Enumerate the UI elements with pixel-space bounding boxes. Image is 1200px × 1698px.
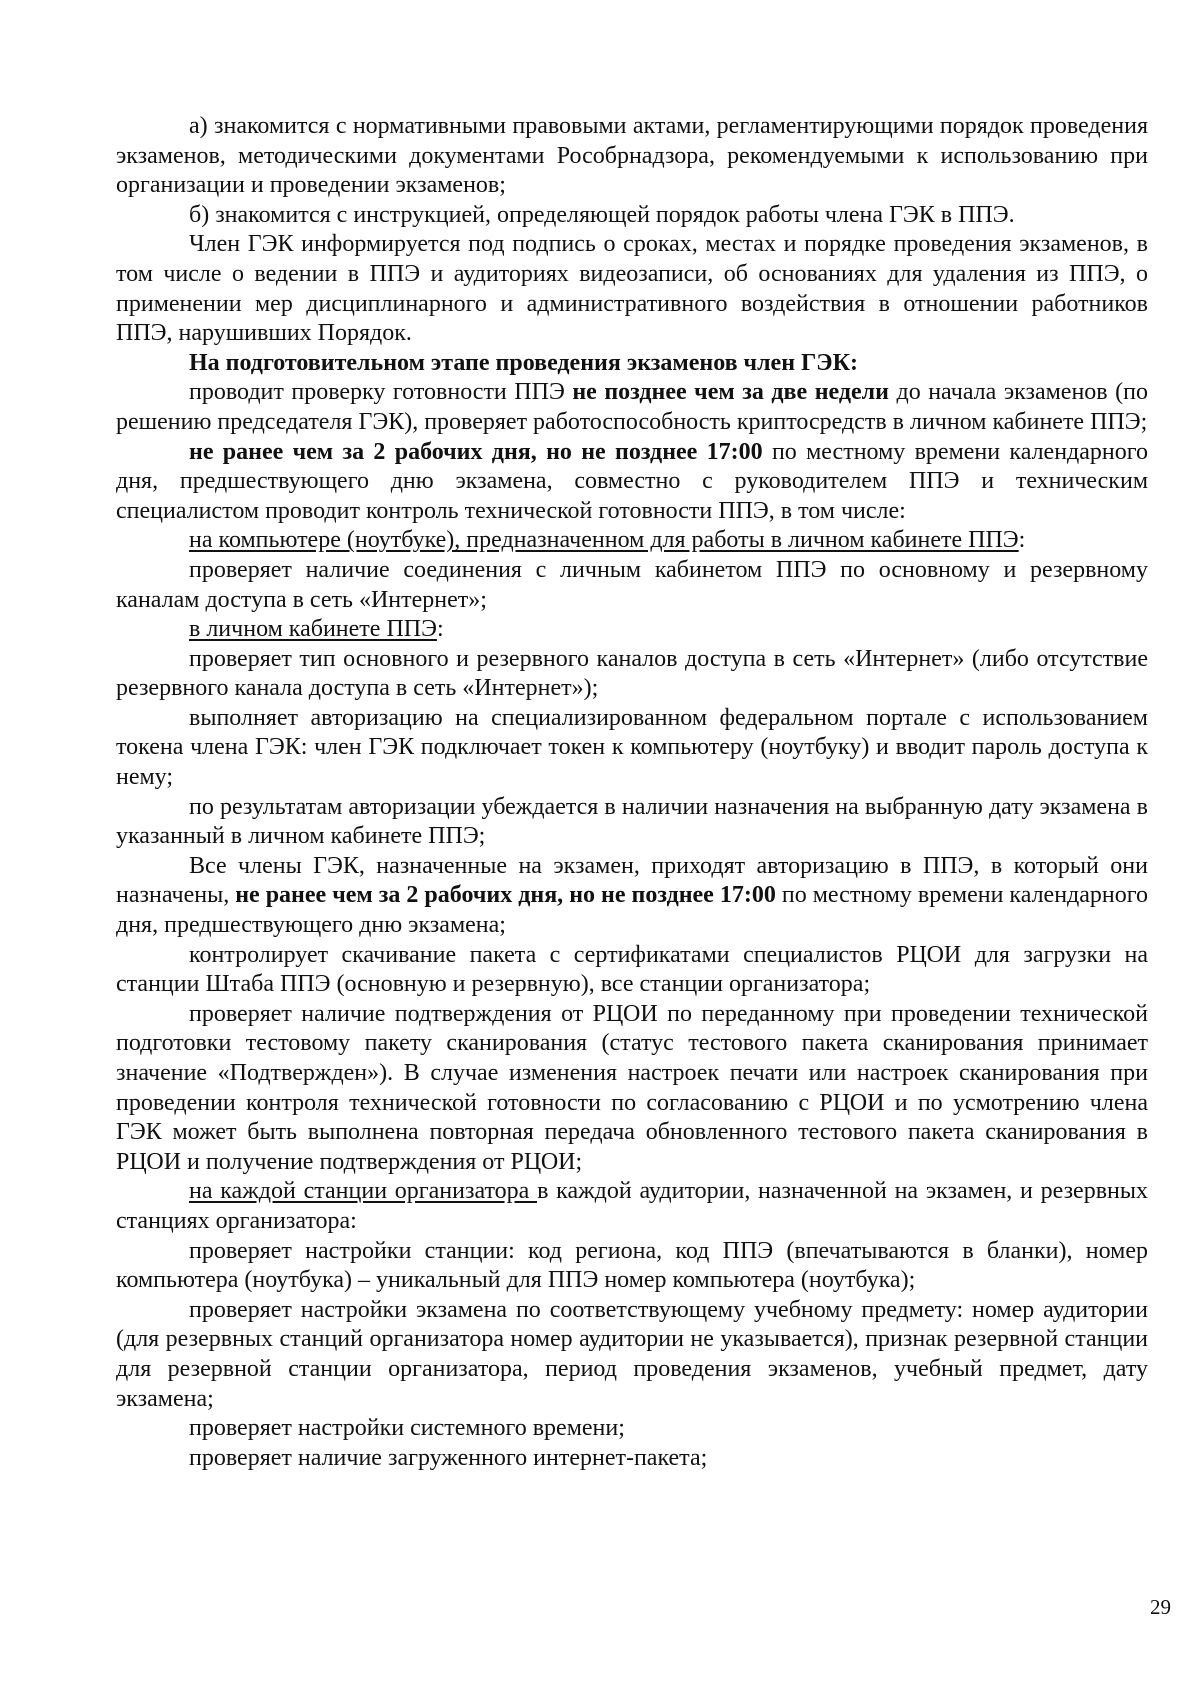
text-run: : (1018, 527, 1026, 554)
text-run: проводит проверку готовности ППЭ (189, 379, 573, 406)
paragraph-item-a (116, 112, 1148, 201)
page-number: 29 (1150, 1595, 1171, 1619)
text-run: до начала экзаменов (по решению председателя ГЭК), проверяет работоспособность криптосредств в личном кабинете ППЭ; (116, 379, 1148, 435)
text-run: по результатам авторизации убеждается в наличии назначения на выбранную дату экзамена в указанный в личном кабинете ППЭ; (116, 793, 1148, 850)
text-run: а) знакомится с нормативными правовыми актами, регламентирующими порядок проведения экзаменов, методическими документами Рособрнадзора, рекомендуемыми к использованию при организации и проведении экзаменов; (116, 113, 1148, 199)
text-run: б) знакомится с инструкцией, определяющей порядок работы члена ГЭК в ППЭ. (189, 201, 1015, 228)
text-run: : (436, 616, 444, 643)
paragraph-each-station (116, 1177, 1148, 1236)
page-body (116, 112, 1148, 1473)
bold-text-run: не ранее чем за 2 рабочих дня, но не позднее 17:00 (189, 438, 763, 465)
subheading-personal-cabinet (116, 615, 1148, 645)
paragraph-assignment-check (116, 793, 1148, 852)
paragraph-scan-confirmation (116, 1000, 1148, 1178)
paragraph-authorization (116, 704, 1148, 793)
text-run: контролирует скачивание пакета с сертификатами специалистов РЦОИ для загрузки на станции Штаба ППЭ (основную и резервную), все станции организатора; (116, 941, 1148, 998)
paragraph-connection-check (116, 556, 1148, 615)
paragraph-technical-readiness (116, 438, 1148, 527)
bold-text-run: не ранее чем за 2 рабочих дня, но не позднее 17:00 (235, 882, 776, 909)
paragraph-item-b (116, 201, 1148, 231)
paragraph-station-settings (116, 1237, 1148, 1296)
text-run: Все члены ГЭК, назначенные на экзамен, приходят авторизацию в ППЭ, в который они назначены, (116, 852, 1148, 909)
paragraph-system-time (116, 1414, 1148, 1444)
paragraph-gek-informed (116, 230, 1148, 348)
paragraph-readiness-check (116, 378, 1148, 437)
text-run: выполняет авторизацию на специализированном федеральном портале с использованием токена члена ГЭК: член ГЭК подключает токен к компьютеру (ноутбуку) и вводит пароль доступа к нему; (116, 704, 1148, 791)
text-run: проверяет тип основного и резервного каналов доступа в сеть «Интернет» (либо отсутствие резервного канала доступа в сеть «Интернет»); (116, 645, 1148, 702)
text-run: проверяет настройки экзамена по соответствующему учебному предмету: номер аудитории (для резервных станций организатора номер аудитории не указывается), признак резервной станции для резервной станции организатора, период проведения экзаменов, учебный предмет, дату экзамена; (116, 1296, 1148, 1412)
text-run: проверяет наличие соединения с личным кабинетом ППЭ по основному и резервному каналам доступа в сеть «Интернет»; (116, 556, 1148, 613)
underlined-text-run: на каждой станции организатора (189, 1178, 538, 1205)
paragraph-exam-settings (116, 1296, 1148, 1414)
text-run: проверяет настройки системного времени; (189, 1415, 625, 1442)
paragraph-internet-package (116, 1444, 1148, 1474)
text-run: проверяет наличие загруженного интернет-пакета; (189, 1444, 708, 1471)
subheading-computer (116, 526, 1148, 556)
text-run: проверяет настройки станции: код региона, код ППЭ (впечатываются в бланки), номер компьютера (ноутбука) – уникальный для ППЭ номер компьютера (ноутбука); (116, 1237, 1148, 1294)
text-run: Член ГЭК информируется под подпись о сроках, местах и порядке проведения экзаменов, в том числе о ведении в ППЭ и аудиториях видеозаписи, об основаниях для удаления из ППЭ, о применении мер дисциплинарного и административного воздействия в отношении работников ППЭ, нарушивших Порядок. (116, 231, 1148, 347)
paragraph-all-members (116, 852, 1148, 941)
text-run: по местному времени календарного дня, предшествующего дню экзамена, совместно с руководителем ППЭ и техническим специалистом проводит контроль технической готовности ППЭ, в том числе: (116, 438, 1148, 524)
text-run: в каждой аудитории, назначенной на экзамен, и резервных станциях организатора: (116, 1178, 1149, 1234)
bold-text-run: не позднее чем за две недели (572, 379, 889, 406)
underlined-text-run: в личном кабинете ППЭ (189, 616, 437, 643)
text-run: по местному времени календарного дня, предшествующего дню экзамена; (116, 882, 1149, 939)
bold-heading-text: На подготовительном этапе проведения экзаменов член ГЭК: (189, 349, 858, 376)
section-heading-preparatory-stage (116, 349, 1148, 379)
paragraph-channel-type (116, 645, 1148, 704)
text-run: проверяет наличие подтверждения от РЦОИ по переданному при проведении технической подготовки тестовому пакету сканирования (статус тестового пакета сканирования принимает значение «Подтвержден»). В случае изменения настроек печати или настроек сканирования при проведении контроля технической готовности по согласованию с РЦОИ и по усмотрению члена ГЭК может быть выполнена повторная передача обновленного тестового пакета сканирования в РЦОИ и получение подтверждения от РЦОИ; (116, 1000, 1148, 1175)
paragraph-certificates-download (116, 941, 1148, 1000)
underlined-text-run: на компьютере (ноутбуке), предназначенном для работы в личном кабинете ППЭ (189, 527, 1019, 554)
